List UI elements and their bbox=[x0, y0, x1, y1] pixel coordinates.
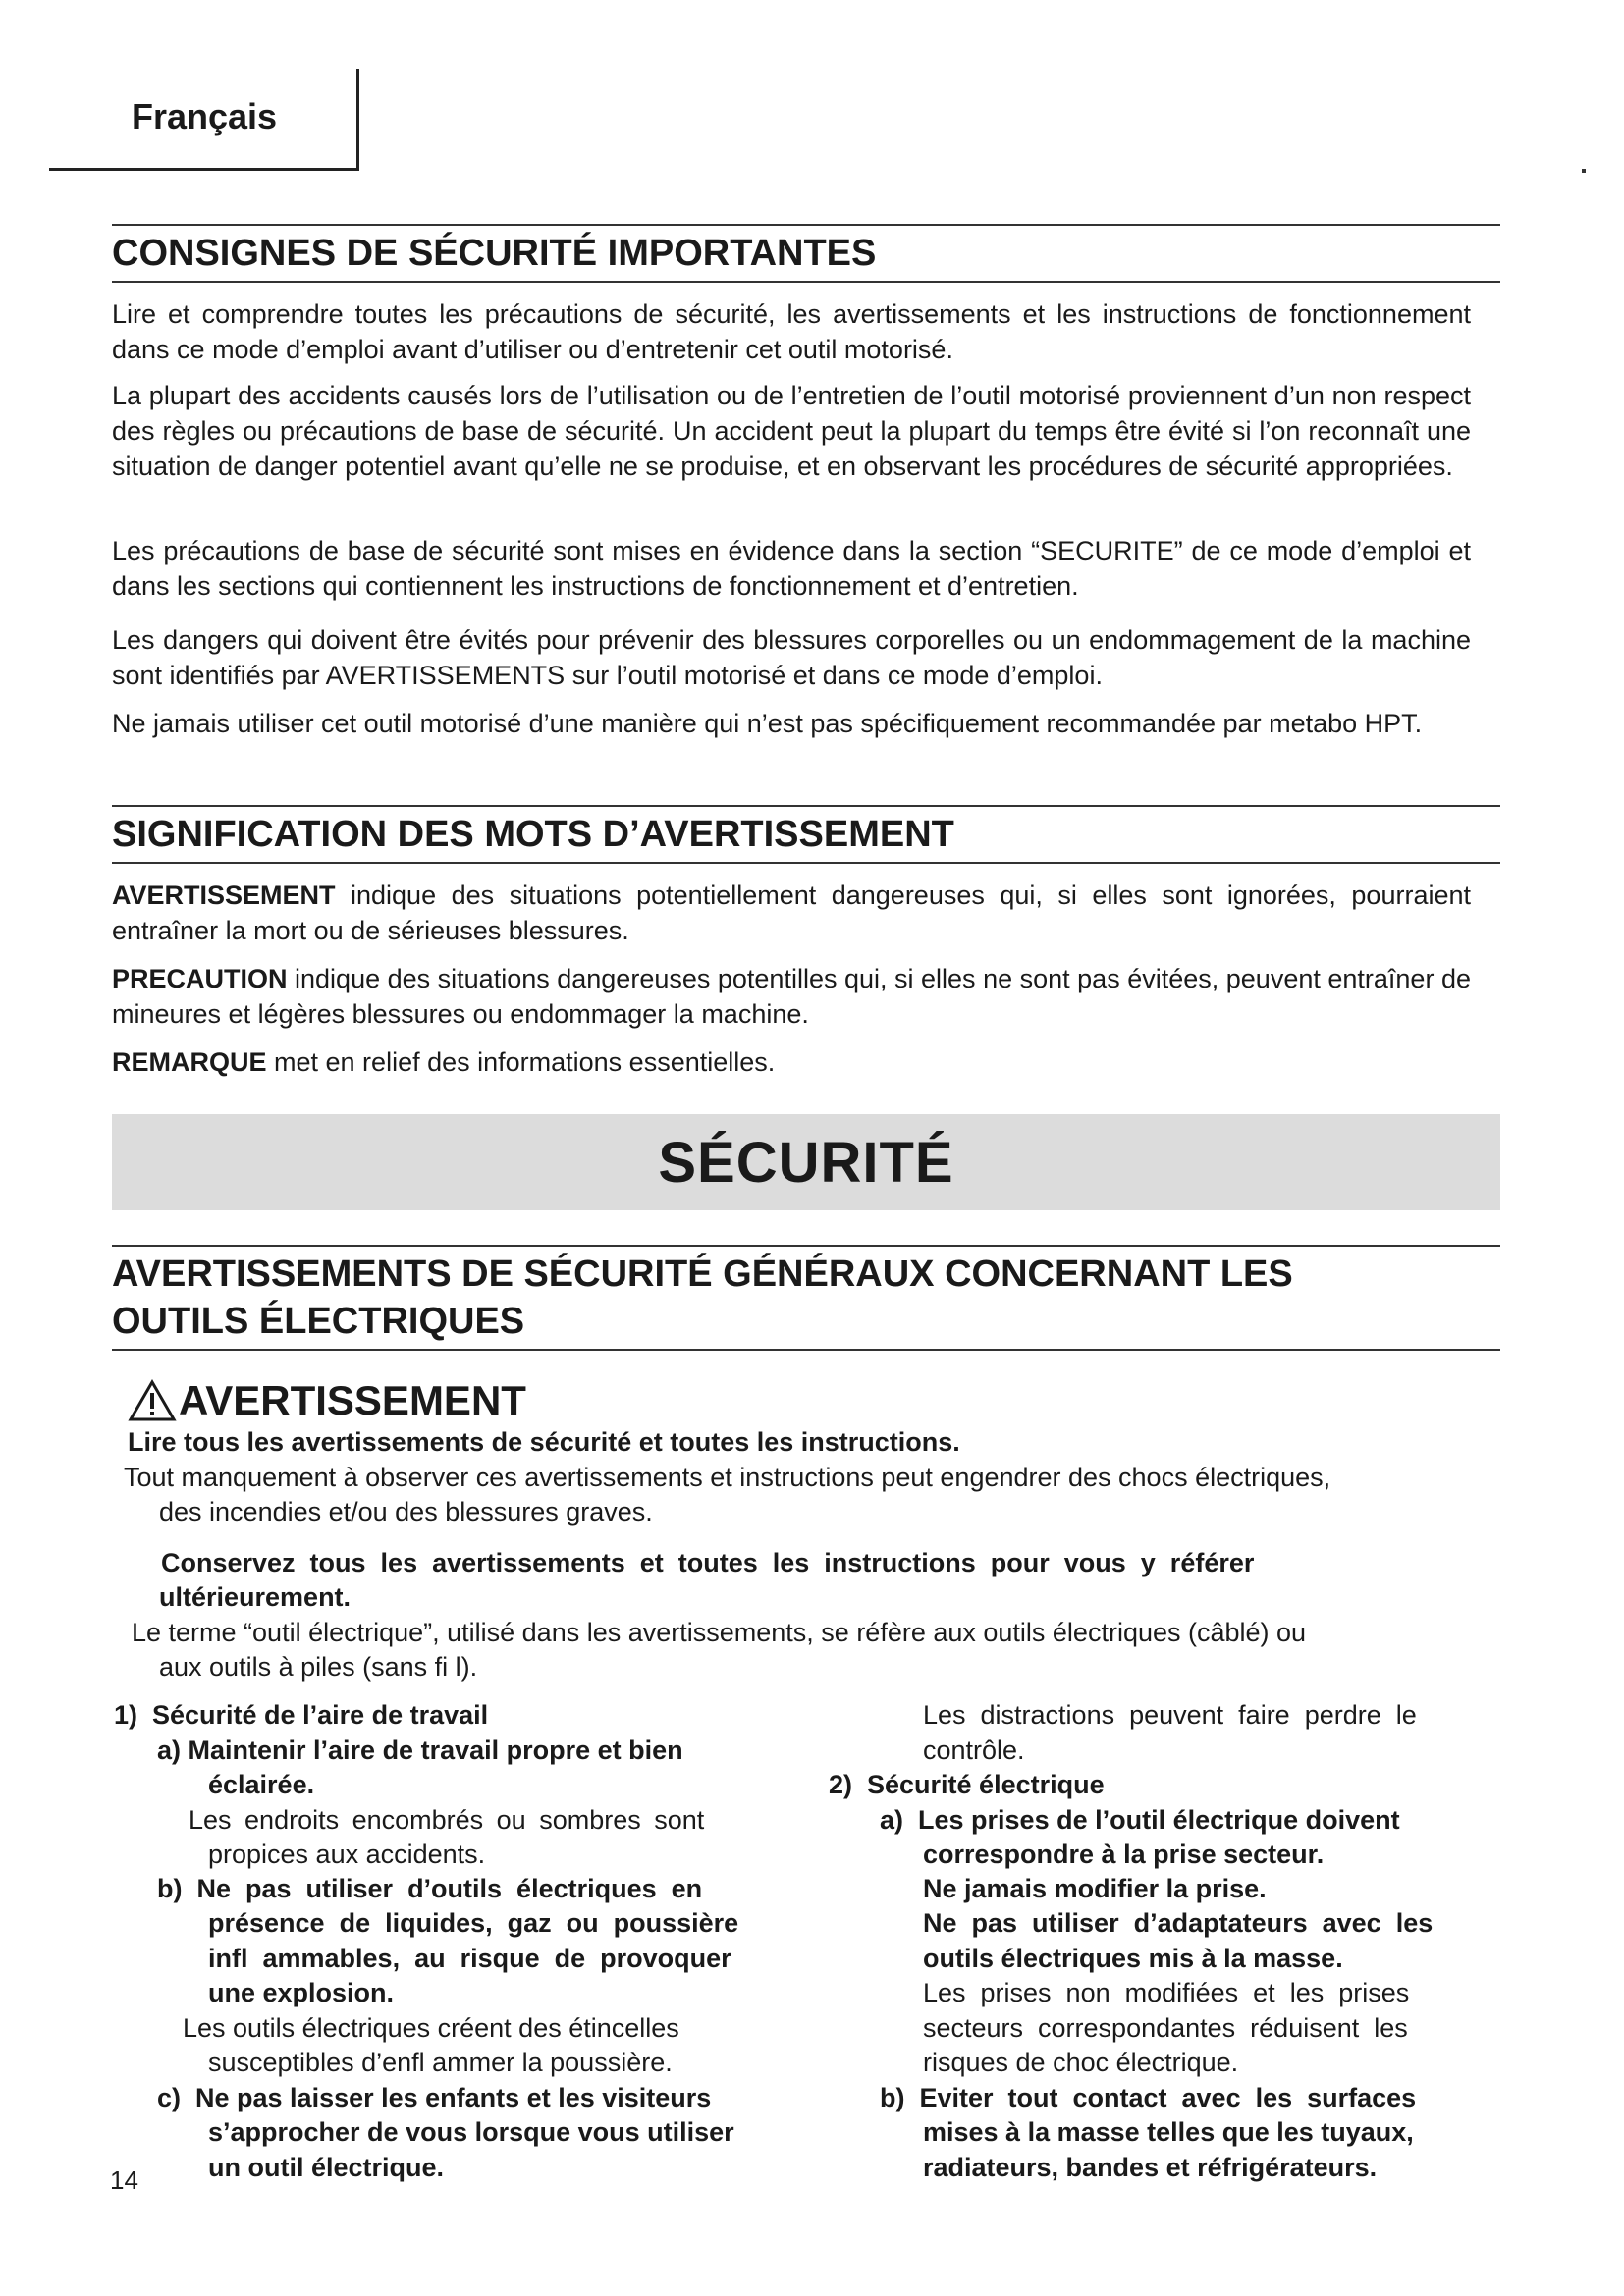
item-c-line-1: c) Ne pas laisser les enfants et les visiteurs bbox=[157, 2083, 712, 2112]
keep-instructions-line-2: ultérieurement. bbox=[159, 1582, 352, 1612]
securite-banner bbox=[112, 1114, 1500, 1210]
item-b-line-4: une explosion. bbox=[208, 1978, 395, 2007]
banner-title: SÉCURITÉ bbox=[658, 1130, 954, 1195]
section-title: SIGNIFICATION DES MOTS D’AVERTISSEMENT bbox=[112, 814, 954, 855]
keep-instructions-line-1: Conservez tous les avertissements et toutes les instructions pour vous y référer bbox=[161, 1548, 1255, 1577]
item-b-text-2: susceptibles d’enfl ammer la poussière. bbox=[208, 2048, 673, 2077]
term-definition-line-2: aux outils à piles (sans fi l). bbox=[159, 1652, 478, 1682]
corner-mark bbox=[1582, 169, 1586, 173]
item-b-line-1: b) Ne pas utiliser d’outils électriques en bbox=[157, 1874, 703, 1903]
section-heading-general-warnings bbox=[112, 1245, 1500, 1351]
section-title: CONSIGNES DE SÉCURITÉ IMPORTANTES bbox=[112, 233, 877, 274]
item-a-text-2: secteurs correspondantes réduisent les bbox=[923, 2013, 1408, 2043]
page-number: 14 bbox=[110, 2165, 138, 2195]
item-a-text-2: propices aux accidents. bbox=[208, 1840, 486, 1869]
item-a-line-1: a) Les prises de l’outil électrique doivent bbox=[880, 1805, 1400, 1835]
term: REMARQUE bbox=[112, 1047, 267, 1077]
definition: indique des situations potentiellement dangereuses qui, si elles sont ignorées, pourraient entraîner la mort ou de sérieuses blessures. bbox=[112, 881, 1471, 945]
signal-word-note bbox=[112, 1044, 1471, 1080]
paragraph: Ne jamais utiliser cet outil motorisé d’une manière qui n’est pas spécifiquement recommandée par metabo HPT. bbox=[112, 709, 1423, 738]
warning-triangle-icon bbox=[128, 1379, 177, 1422]
term: AVERTISSEMENT bbox=[112, 881, 336, 910]
definition: met en relief des informations essentielles. bbox=[266, 1047, 776, 1077]
item-a-line-2: éclairée. bbox=[208, 1770, 315, 1799]
signal-word-caution bbox=[112, 961, 1471, 1032]
term-definition-line-1: Le terme “outil électrique”, utilisé dans les avertissements, se réfère aux outils électriques (câblé) ou bbox=[132, 1618, 1307, 1647]
read-all-instructions: Lire tous les avertissements de sécurité et toutes les instructions. bbox=[128, 1427, 960, 1457]
item-a-text-3: risques de choc électrique. bbox=[923, 2048, 1239, 2077]
section-heading-signal-words bbox=[112, 805, 1500, 864]
term: PRECAUTION bbox=[112, 964, 288, 993]
item-b-line-1: b) Eviter tout contact avec les surfaces bbox=[880, 2083, 1417, 2112]
item-a-line-5: outils électriques mis à la masse. bbox=[923, 1944, 1343, 1973]
item-a-line-1: a) Maintenir l’aire de travail propre et bien bbox=[157, 1735, 683, 1765]
item-heading-work-area: 1) Sécurité de l’aire de travail bbox=[114, 1700, 489, 1730]
definition: indique des situations dangereuses potentilles qui, si elles ne sont pas évitées, peuvent entraîner de mineures et légères blessures ou endommager la machine. bbox=[112, 964, 1471, 1029]
section-title-line-1: AVERTISSEMENTS DE SÉCURITÉ GÉNÉRAUX CONCERNANT LES bbox=[112, 1254, 1293, 1295]
section-title-line-2: OUTILS ÉLECTRIQUES bbox=[112, 1301, 525, 1342]
language-label: Français bbox=[132, 96, 278, 136]
paragraph: Lire et comprendre toutes les précautions de sécurité, les avertissements et les instructions de fonctionnement dans ce mode d’emploi avant d’utiliser ou d’entretenir cet outil motorisé. bbox=[112, 299, 1471, 364]
language-tab bbox=[49, 69, 359, 171]
item-a-text-1: Les prises non modifiées et les prises bbox=[923, 1978, 1410, 2007]
item-a-line-2: correspondre à la prise secteur. bbox=[923, 1840, 1325, 1869]
warning-heading bbox=[128, 1377, 526, 1424]
paragraph: Les dangers qui doivent être évités pour prévenir des blessures corporelles ou un endommagement de la machine sont identifiés par AVERTISSEMENTS sur l’outil motorisé et dans ce mode d’emploi. bbox=[112, 625, 1471, 690]
distraction-text-1: Les distractions peuvent faire perdre le bbox=[923, 1700, 1417, 1730]
item-b-line-3: infl ammables, au risque de provoquer bbox=[208, 1944, 731, 1973]
item-a-line-4: Ne pas utiliser d’adaptateurs avec les bbox=[923, 1908, 1434, 1938]
item-c-line-3: un outil électrique. bbox=[208, 2153, 445, 2182]
signal-word-warning bbox=[112, 878, 1471, 948]
failure-text-line-1: Tout manquement à observer ces avertissements et instructions peut engendrer des chocs électriques, bbox=[124, 1463, 1331, 1492]
item-b-line-2: mises à la masse telles que les tuyaux, bbox=[923, 2117, 1414, 2147]
item-b-text-1: Les outils électriques créent des étincelles bbox=[183, 2013, 679, 2043]
warning-label: AVERTISSEMENT bbox=[179, 1377, 526, 1423]
paragraph: Les précautions de base de sécurité sont mises en évidence dans la section “SECURITE” de ce mode d’emploi et dans les sections qui contiennent les instructions de fonctionnement et d’entretien. bbox=[112, 536, 1471, 601]
distraction-text-2: contrôle. bbox=[923, 1735, 1025, 1765]
item-b-line-3: radiateurs, bandes et réfrigérateurs. bbox=[923, 2153, 1378, 2182]
item-c-line-2: s’approcher de vous lorsque vous utiliser bbox=[208, 2117, 734, 2147]
item-a-line-3: Ne jamais modifier la prise. bbox=[923, 1874, 1267, 1903]
item-heading-electrical: 2) Sécurité électrique bbox=[829, 1770, 1105, 1799]
item-b-line-2: présence de liquides, gaz ou poussière bbox=[208, 1908, 739, 1938]
failure-text-line-2: des incendies et/ou des blessures graves. bbox=[159, 1497, 653, 1526]
section-heading-important-safety bbox=[112, 224, 1500, 283]
item-a-text-1: Les endroits encombrés ou sombres sont bbox=[189, 1805, 705, 1835]
paragraph: La plupart des accidents causés lors de l’utilisation ou de l’entretien de l’outil motorisé proviennent d’un non respect des règles ou précautions de base de sécurité. Un accident peut la plupart du temps être évité si l’on reconnaît une situation de danger potentiel avant qu’elle ne se produise, et en observant les procédures de sécurité appropriées. bbox=[112, 381, 1471, 481]
